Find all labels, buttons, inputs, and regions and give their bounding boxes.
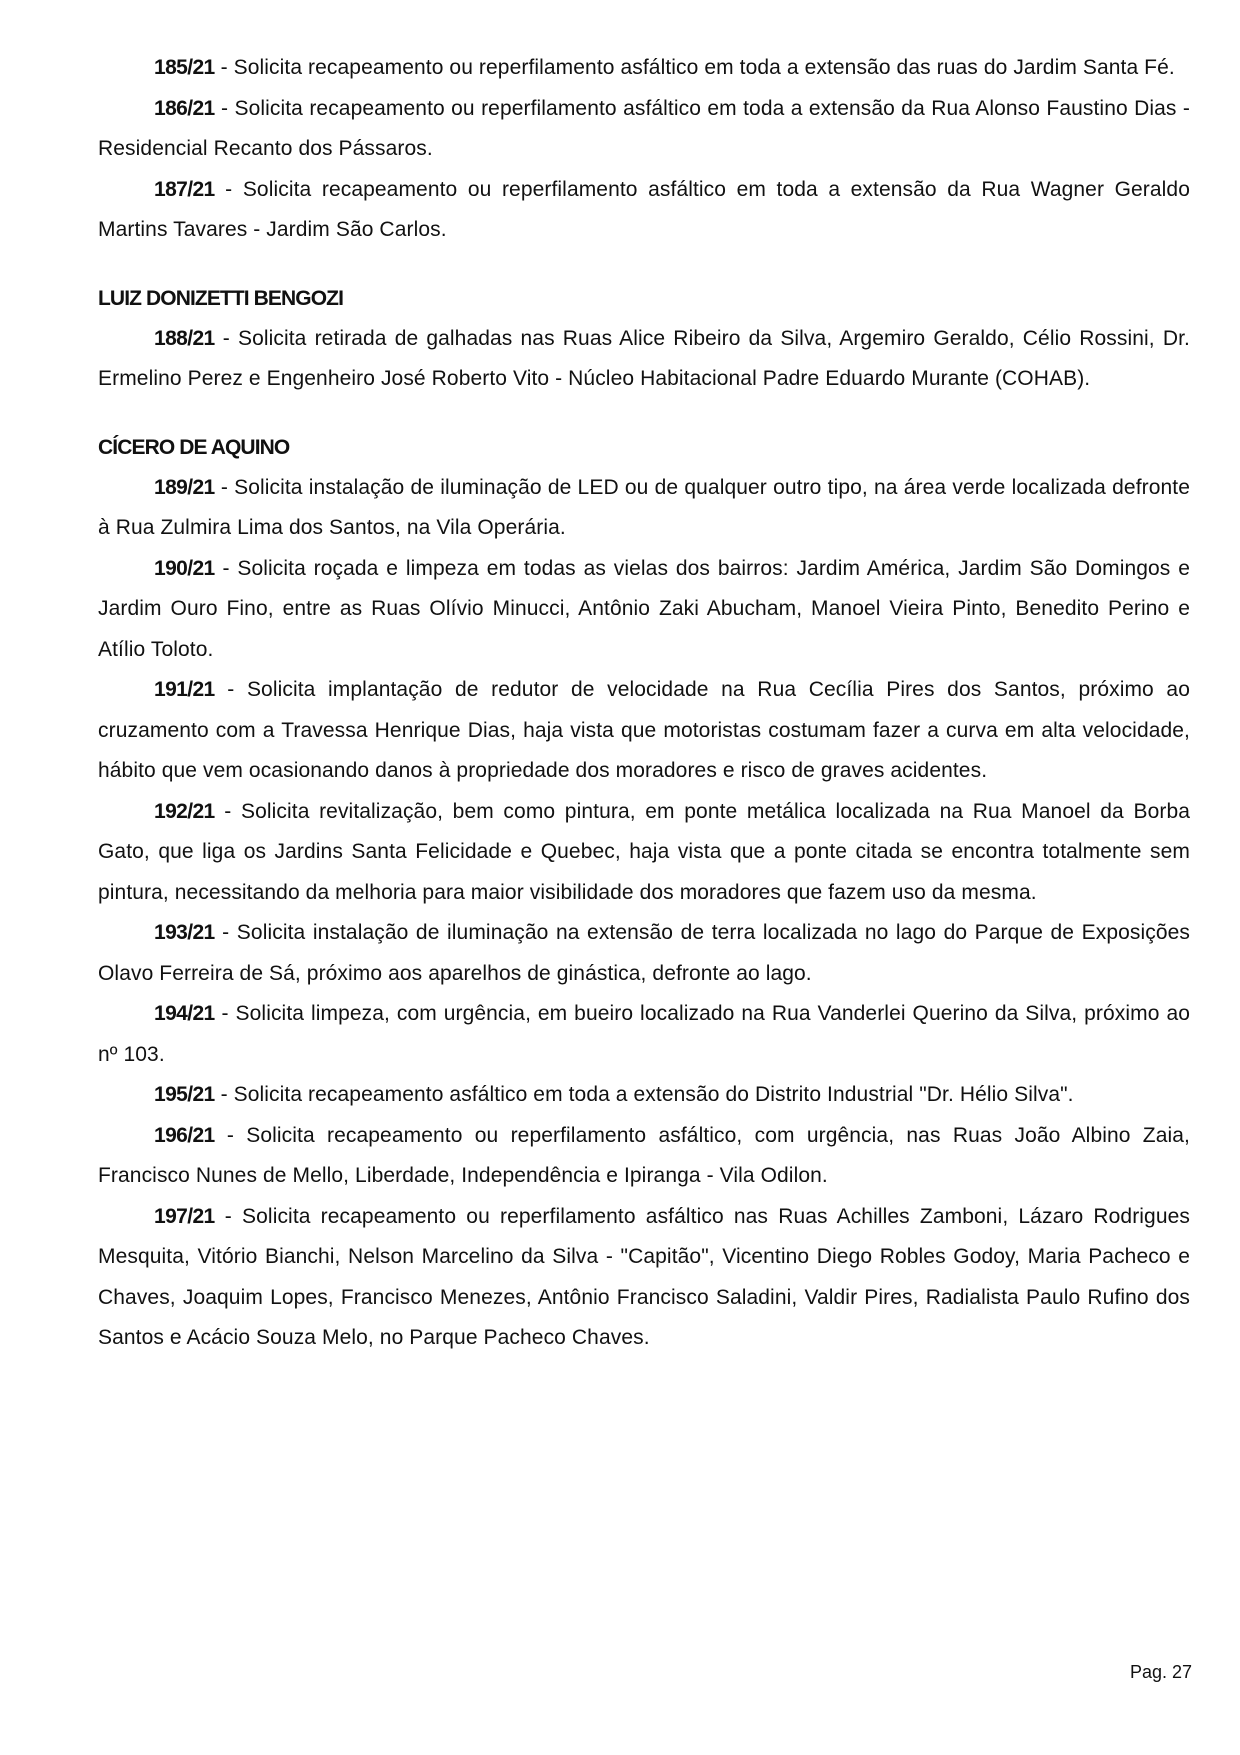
request-text: - Solicita limpeza, com urgência, em bueiro localizado na Rua Vanderlei Querino da Silva, próximo ao nº 103. bbox=[98, 1002, 1190, 1066]
request-number: 193/21 bbox=[154, 921, 215, 944]
request-number: 188/21 bbox=[154, 326, 215, 350]
section-heading: LUIZ DONIZETTI BENGOZI bbox=[98, 286, 344, 310]
section-spacer bbox=[98, 400, 1190, 428]
request-text: - Solicita retirada de galhadas nas Ruas Alice Ribeiro da Silva, Argemiro Geraldo, Célio Rossini, Dr. Ermelino Perez e Engenheiro José Roberto Vito - Núcleo Habitacional Padre Eduardo Murante (COHAB). bbox=[98, 326, 1190, 390]
request-item bbox=[98, 89, 1190, 170]
section-heading: CÍCERO DE AQUINO bbox=[98, 435, 290, 459]
section-spacer bbox=[98, 251, 1190, 279]
request-item bbox=[98, 549, 1190, 671]
section-continuation bbox=[98, 48, 1190, 251]
request-item bbox=[98, 48, 1190, 89]
request-number: 190/21 bbox=[154, 556, 215, 580]
request-text: - Solicita implantação de redutor de velocidade na Rua Cecília Pires dos Santos, próximo ao cruzamento com a Travessa Henrique Dias, haja vista que motoristas costumam fazer a curva em alta velocidade, hábito que vem ocasionando danos à propriedade dos moradores e risco de graves acidentes. bbox=[98, 678, 1190, 782]
request-text: - Solicita instalação de iluminação na extensão de terra localizada no lago do Parque de Exposições Olavo Ferreira de Sá, próximo aos aparelhos de ginástica, defronte ao lago. bbox=[98, 921, 1190, 985]
request-number: 197/21 bbox=[154, 1204, 215, 1228]
request-item bbox=[98, 1075, 1190, 1116]
request-text: - Solicita revitalização, bem como pintura, em ponte metálica localizada na Rua Manoel da Borba Gato, que liga os Jardins Santa Felicidade e Quebec, haja vista que a ponte citada se encontra totalmente sem pintura, necessitando da melhoria para maior visibilidade dos moradores que fazem uso da mesma. bbox=[98, 799, 1190, 904]
request-item bbox=[98, 994, 1190, 1075]
document-page bbox=[98, 48, 1190, 1359]
request-number: 189/21 bbox=[154, 475, 215, 499]
request-text: - Solicita recapeamento ou reperfilamento asfáltico em toda a extensão das ruas do Jardim Santa Fé. bbox=[214, 56, 1175, 79]
request-item bbox=[98, 913, 1190, 994]
request-text: - Solicita recapeamento ou reperfilamento asfáltico em toda a extensão da Rua Alonso Faustino Dias - Residencial Recanto dos Pássaros. bbox=[98, 96, 1190, 160]
request-item bbox=[98, 468, 1190, 549]
request-text: - Solicita recapeamento ou reperfilamento asfáltico em toda a extensão da Rua Wagner Geraldo Martins Tavares - Jardim São Carlos. bbox=[98, 177, 1190, 241]
request-number: 194/21 bbox=[154, 1002, 215, 1025]
request-text: - Solicita recapeamento ou reperfilamento asfáltico nas Ruas Achilles Zamboni, Lázaro Rodrigues Mesquita, Vitório Bianchi, Nelson Marcelino da Silva - "Capitão", Vicentino Diego Robles Godoy, Maria Pacheco e Chaves, Joaquim Lopes, Francisco Menezes, Antônio Francisco Saladini, Valdir Pires, Radialista Paulo Rufino dos Santos e Acácio Souza Melo, no Parque Pacheco Chaves. bbox=[98, 1204, 1190, 1349]
request-number: 186/21 bbox=[154, 96, 215, 120]
request-number: 191/21 bbox=[154, 678, 215, 701]
section-luiz-donizetti-bengozi bbox=[98, 279, 1190, 400]
page-number: Pag. 27 bbox=[1129, 1662, 1192, 1682]
request-text: - Solicita recapeamento asfáltico em toda a extensão do Distrito Industrial "Dr. Hélio Silva". bbox=[214, 1083, 1074, 1106]
request-text: - Solicita instalação de iluminação de LED ou de qualquer outro tipo, na área verde localizada defronte à Rua Zulmira Lima dos Santos, na Vila Operária. bbox=[98, 475, 1190, 539]
request-item bbox=[98, 170, 1190, 251]
request-number: 185/21 bbox=[154, 56, 215, 79]
request-item bbox=[98, 1116, 1190, 1197]
section-cicero-de-aquino bbox=[98, 428, 1190, 1359]
request-text: - Solicita roçada e limpeza em todas as vielas dos bairros: Jardim América, Jardim São Domingos e Jardim Ouro Fino, entre as Ruas Olívio Minucci, Antônio Zaki Abucham, Manoel Vieira Pinto, Benedito Perino e Atílio Toloto. bbox=[98, 556, 1190, 661]
request-text: - Solicita recapeamento ou reperfilamento asfáltico, com urgência, nas Ruas João Albino Zaia, Francisco Nunes de Mello, Liberdade, Independência e Ipiranga - Vila Odilon. bbox=[98, 1123, 1190, 1187]
request-item bbox=[98, 1197, 1190, 1359]
request-item bbox=[98, 670, 1190, 792]
request-item bbox=[98, 319, 1190, 400]
request-number: 195/21 bbox=[154, 1083, 215, 1106]
request-number: 196/21 bbox=[154, 1123, 215, 1147]
request-item bbox=[98, 792, 1190, 914]
request-number: 192/21 bbox=[154, 799, 215, 823]
request-number: 187/21 bbox=[154, 177, 215, 201]
